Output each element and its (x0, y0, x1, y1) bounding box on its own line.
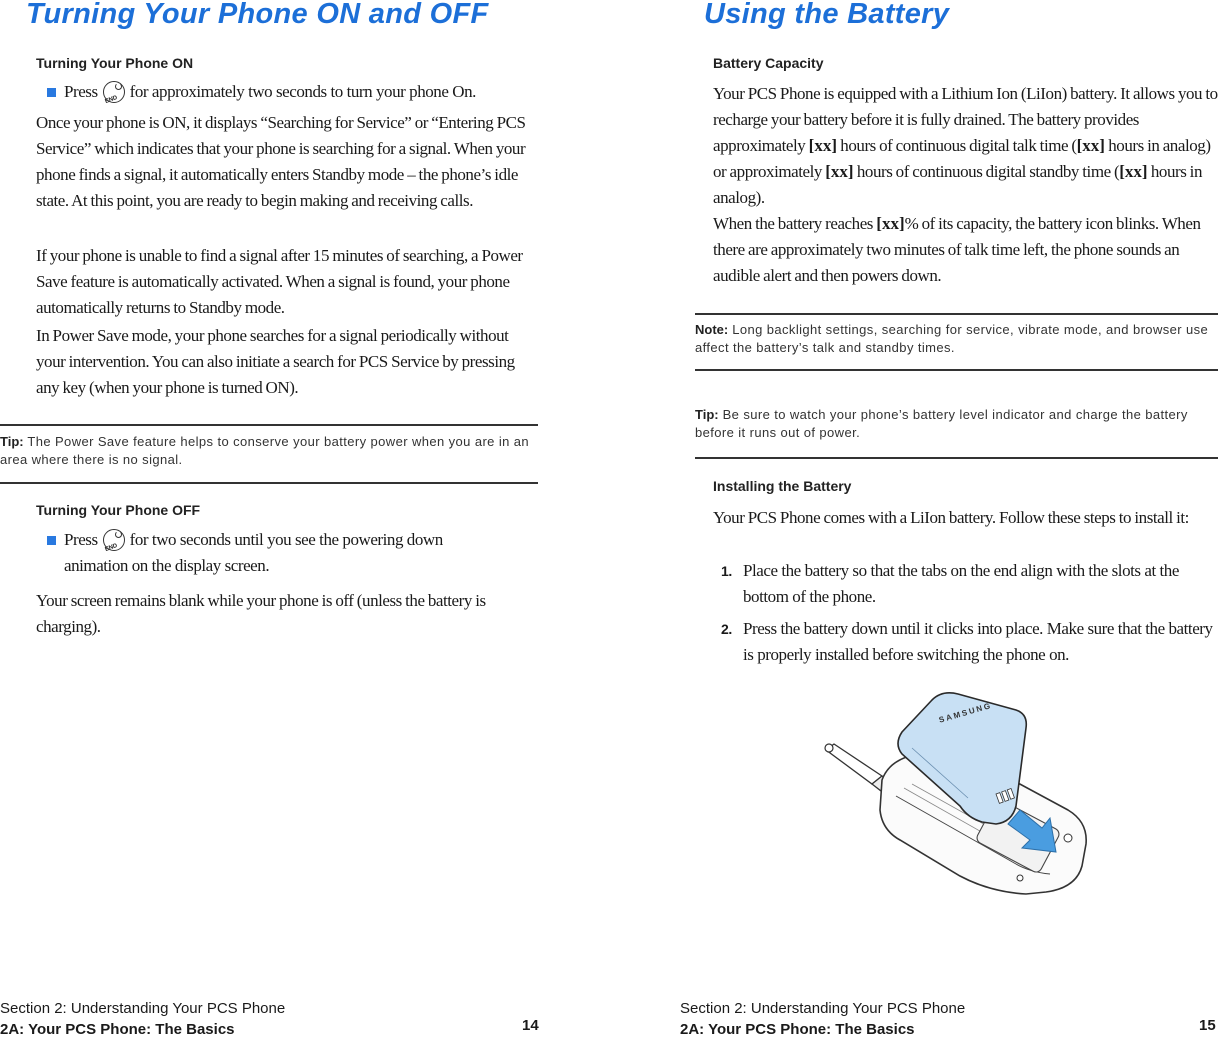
press-text: Press (64, 82, 98, 101)
off-bullet-text: for two seconds until you see the powering down animation on the display screen. (64, 530, 443, 575)
step-number: 2. (721, 621, 732, 637)
step-text: Press the battery down until it clicks into place. Make sure that the battery is properly installed before switching the phone on. (743, 619, 1213, 664)
placeholder-value: [xx] (876, 214, 905, 233)
note-text: Long backlight settings, searching for service, vibrate mode, and browser use affect the battery’s talk and standby times. (695, 322, 1209, 355)
placeholder-value: [xx] (1076, 136, 1105, 155)
end-key-icon: END (103, 81, 125, 103)
on-bullet-text: for approximately two seconds to turn your phone On. (129, 82, 476, 101)
page-number: 14 (522, 1017, 539, 1034)
placeholder-value: [xx] (1119, 162, 1148, 181)
install-step-2 (721, 616, 1218, 668)
end-key-icon: END (103, 529, 125, 551)
right-tip-box (695, 401, 1218, 459)
left-page-title: Turning Your Phone ON and OFF (26, 0, 489, 30)
capacity-paragraph-2: When the battery reaches [xx]% of its capacity, the battery icon blinks. When there are approximately two minutes of talk time left, the phone sounds an audible alert and then powers down. (713, 214, 1201, 285)
page-number: 15 (1199, 1017, 1216, 1034)
on-paragraph-2: If your phone is unable to find a signal after 15 minutes of searching, a Power Save feature is automatically activated. When a signal is found, your phone automatically returns to Standby mode. (36, 246, 523, 317)
turning-off-heading: Turning Your Phone OFF (36, 502, 201, 518)
placeholder-value: [xx] (808, 136, 837, 155)
tip-text: Be sure to watch your phone’s battery level indicator and charge the battery before it runs out of power. (695, 407, 1188, 440)
tip-label: Tip: (0, 434, 24, 449)
note-label: Note: (695, 322, 729, 337)
turning-on-heading: Turning Your Phone ON (36, 55, 194, 71)
install-paragraph: Your PCS Phone comes with a LiIon battery. Follow these steps to install it: (713, 508, 1189, 527)
left-tip-box (0, 424, 538, 484)
left-footer (0, 998, 285, 1040)
footer-chapter: 2A: Your PCS Phone: The Basics (680, 1021, 915, 1038)
right-page-title: Using the Battery (704, 0, 950, 30)
on-paragraph-3: In Power Save mode, your phone searches for a signal periodically without your intervention. You can also initiate a search for PCS Service by pressing any key (when your phone is turned ON). (36, 326, 515, 397)
battery-brand-label: SAMSUNG (937, 700, 994, 725)
footer-section: Section 2: Understanding Your PCS Phone (0, 1000, 286, 1017)
note-box (695, 313, 1218, 371)
tip-label: Tip: (695, 407, 719, 422)
bullet-square-icon (47, 88, 56, 97)
left-page (0, 0, 545, 1036)
battery-capacity-heading: Battery Capacity (713, 55, 824, 71)
bullet-square-icon (47, 536, 56, 545)
off-paragraph: Your screen remains blank while your phone is off (unless the battery is charging). (36, 591, 486, 636)
step-text: Place the battery so that the tabs on the end align with the slots at the bottom of the phone. (743, 561, 1179, 606)
footer-section: Section 2: Understanding Your PCS Phone (680, 1000, 966, 1017)
footer-chapter: 2A: Your PCS Phone: The Basics (0, 1021, 235, 1038)
install-step-1 (721, 558, 1218, 610)
step-number: 1. (721, 563, 732, 579)
right-footer (680, 998, 965, 1040)
right-page (680, 0, 1218, 1036)
turning-off-bullet (64, 527, 494, 579)
on-paragraph-1: Once your phone is ON, it displays “Searching for Service” or “Entering PCS Service” which indicates that your phone is searching for a signal. When your phone finds a signal, it automatically enters Standby mode – the phone’s idle state. At this point, you are ready to begin making and receiving calls. (36, 113, 526, 210)
turning-on-bullet (64, 79, 534, 105)
battery-installation-illustration (820, 688, 1092, 898)
capacity-paragraph-1: Your PCS Phone is equipped with a Lithium Ion (LiIon) battery. It allows you to recharge your battery before it is fully drained. The battery provides approximately [xx] hours of continuous digital talk time ([xx] hours in analog) or approximately [xx] hours of continuous digital standby time ([xx] hours in analog). (713, 84, 1218, 207)
press-text: Press (64, 530, 98, 549)
installing-battery-heading: Installing the Battery (713, 478, 852, 494)
placeholder-value: [xx] (825, 162, 854, 181)
tip-text: The Power Save feature helps to conserve your battery power when you are in an area where there is no signal. (0, 434, 530, 467)
